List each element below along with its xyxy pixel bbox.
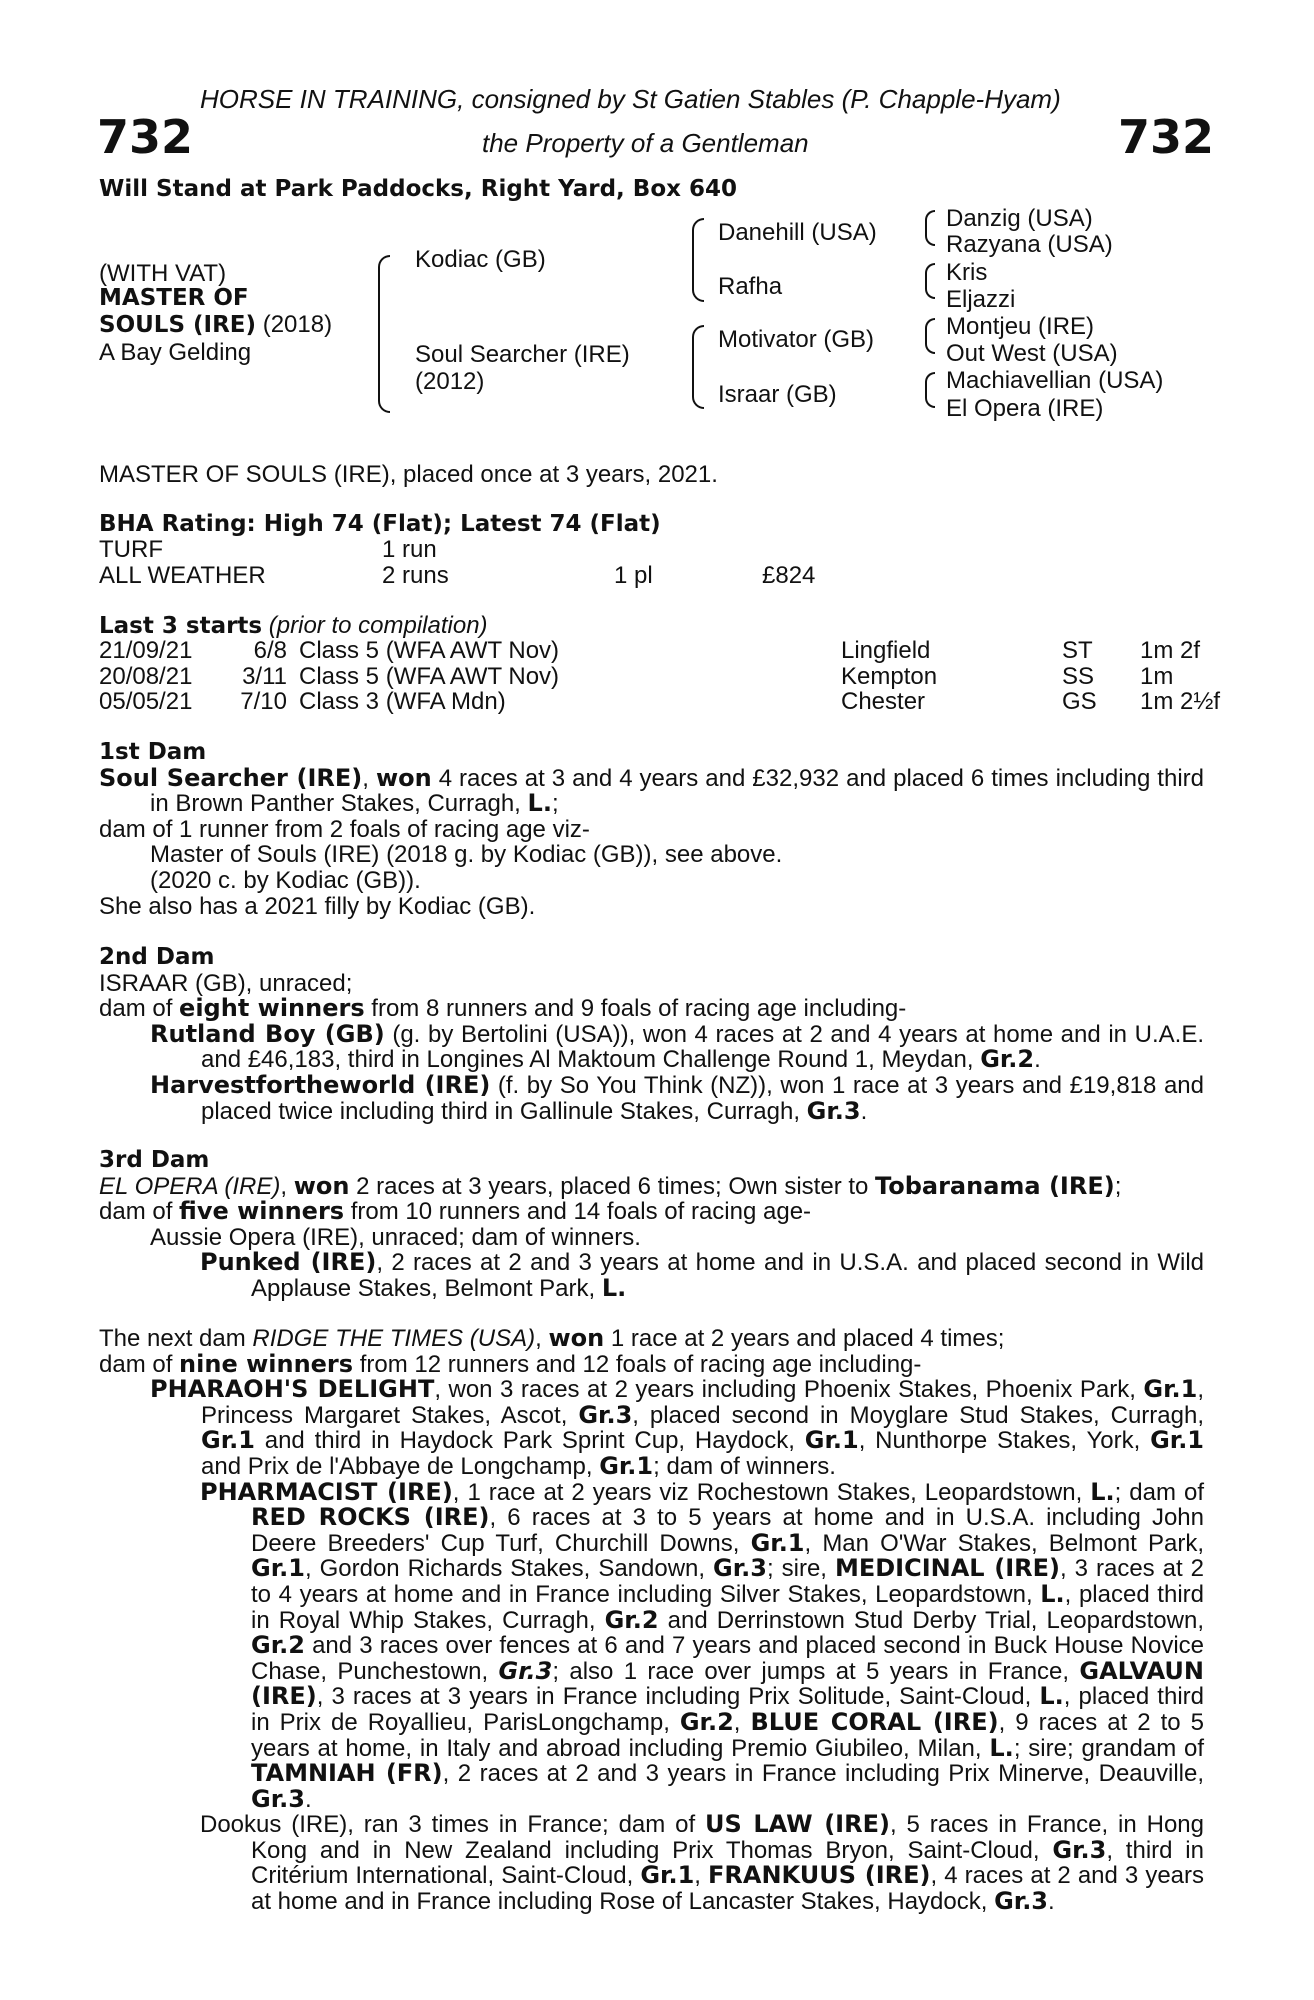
grade-label: Gr.3 [251,1784,305,1813]
pedigree-g2: Razyana (USA) [946,231,1113,258]
runner-name: Harvestfortheworld (IRE) [150,1070,491,1099]
pedigree-dam-sire: Motivator (GB) [718,326,875,353]
runner-text: (f. by So You Think (NZ)), won 1 race at 3 years and £19,818 and placed twice including third in Gallinule Stakes, Curragh, [201,1071,1204,1125]
text: The next dam [99,1325,253,1352]
start-date: 05/05/21 [99,688,193,716]
horse-year: (2018) [256,311,333,338]
first-dam-record: Soul Searcher (IRE), won 4 races at 3 and 4 years and £32,932 and placed 6 times including third in Brown Panther Stakes, Curragh, L.; [99,763,1204,818]
text: from 8 runners and 9 foals of racing age including- [364,995,907,1023]
text: dam of [99,1198,180,1226]
grade-label: Gr.1 [804,1426,859,1455]
text: , placed third in Prix de Royallieu, ParisLongchamp, [251,1683,1204,1736]
pedigree-sire: Kodiac (GB) [415,246,546,273]
listed-label: L. [1040,1579,1065,1608]
winners-count: five winners [179,1197,345,1226]
start-date: 21/09/21 [99,637,193,664]
next-dam-produce-intro [99,1349,1204,1378]
third-dam-produce-aussie: Aussie Opera (IRE), unraced; dam of winners. [150,1223,641,1251]
prize [762,537,815,563]
last-starts-title: Last 3 starts [99,613,263,639]
second-dam-heading: 2nd Dam [99,944,215,970]
grade-label: Gr.1 [640,1861,695,1890]
punct: ; [1114,1172,1122,1200]
grade-label: Gr.3 [498,1656,553,1685]
pedigree-brace-3b [925,263,935,299]
pedigree-g6: Out West (USA) [946,340,1118,367]
runs: 1 run [382,536,437,563]
pedigree-brace-3c [925,318,935,354]
pedigree-g4: Eljazzi [946,286,1016,313]
start-course: Kempton [841,662,938,690]
horse-description: A Bay Gelding [99,339,252,366]
won-label: won [548,1324,605,1352]
third-dam-produce-punked [99,1250,1204,1301]
first-dam-note: She also has a 2021 filly by Kodiac (GB). [99,892,536,920]
next-dam-section [99,1326,1204,1915]
text: ; sire, [766,1555,835,1583]
produce-pharmacist [99,1477,1205,1813]
horse-name-line2 [99,311,332,339]
text: 2 races at 3 years, placed 6 times; Own sister to [349,1172,876,1200]
first-dam-heading: 1st Dam [99,739,207,765]
text: , 2 races at 2 and 3 years in France including Prix Minerve, Deauville, [442,1760,1205,1788]
start-position: 6/8 [253,637,287,664]
runner-name: GALVAUN (IRE) [251,1656,1204,1711]
text: from 10 runners and 14 foals of racing age- [344,1198,812,1226]
stand-location: Will Stand at Park Paddocks, Right Yard, Box 640 [99,176,737,202]
start-going: SS [1062,662,1095,690]
start-distance: 1m 2f [1140,637,1201,664]
start-distance: 1m [1140,662,1174,690]
start-race: Class 5 (WFA AWT Nov) [299,662,560,690]
runner-name: BLUE CORAL (IRE) [750,1707,999,1736]
grade-label: Gr.1 [750,1528,805,1557]
rating-table [99,537,815,588]
text: , third in Critérium International, Saint-Cloud, [251,1836,1204,1890]
text: , Man O'War Stakes, Belmont Park, [804,1529,1204,1557]
second-dam-name: ISRAAR (GB), unraced; [99,969,353,997]
pedigree-dam-year: (2012) [415,368,485,395]
pedigree-dam: Soul Searcher (IRE) [415,341,630,368]
text: , 9 races at 2 to 5 years at home, in Italy and abroad including Premio Giubileo, Milan, [251,1708,1204,1762]
first-dam-name: Soul Searcher (IRE) [99,763,363,792]
pedigree-g3: Kris [946,259,988,286]
pedigree-g5: Montjeu (IRE) [946,313,1095,340]
runs: 2 runs [382,561,449,589]
runner-text: , 2 races at 2 and 3 years at home and in U.S.A. and placed second in Wild Applause Stakes, Belmont Park, [251,1249,1204,1302]
next-dam-name: RIDGE THE TIMES (USA) [252,1325,536,1352]
start-row [99,638,1220,664]
pedigree-g7: Machiavellian (USA) [946,367,1164,394]
grade-label: Gr.2 [679,1707,734,1736]
lot-number-right: 732 [1118,110,1215,164]
start-race: Class 3 (WFA Mdn) [299,688,506,716]
text: , Gordon Richards Stakes, Sandown, [304,1555,714,1583]
winners-count: nine winners [179,1349,354,1378]
runner-name: TAMNIAH (FR) [251,1759,443,1788]
text: , [694,1862,709,1890]
pedigree-g8: El Opera (IRE) [946,395,1104,422]
text: ; dam of [1114,1478,1204,1506]
prize: £824 [762,561,816,589]
start-going: GS [1062,688,1097,716]
listed-label: L. [1090,1477,1115,1506]
horse-name: SOULS (IRE) [99,312,257,338]
lot-number-left: 732 [97,110,194,164]
listed-label: L. [989,1733,1014,1762]
punct: ; [551,790,559,818]
runner-name: US LAW (IRE) [705,1810,890,1839]
grade-label: Gr.3 [994,1887,1049,1916]
first-dam-text: 4 races at 3 and 4 years and £32,932 and placed 6 times including third in Brown Panther Stakes, Curragh, [150,764,1204,818]
listed-label: L. [1039,1682,1064,1711]
winners-count: eight winners [179,994,365,1023]
pedigree-dam-dam: Israar (GB) [718,381,837,408]
punct: . [304,1785,312,1813]
placed: 1 pl [614,561,653,589]
last-starts-heading [99,612,488,640]
start-course: Lingfield [841,637,931,664]
start-date: 20/08/21 [99,662,193,690]
grade-label: Gr.1 [1150,1426,1205,1455]
next-dam-record [99,1326,1204,1352]
last-starts-table [99,638,1220,715]
third-dam-heading: 3rd Dam [99,1147,210,1173]
pedigree-g1: Danzig (USA) [946,205,1093,232]
text: , 1 race at 2 years viz Rochestown Stakes, Leopardstown, [452,1478,1091,1506]
text: ; dam of winners. [653,1452,836,1480]
second-dam-section [99,945,1204,1124]
second-dam-produce-rutland [99,1019,1205,1074]
text: and Derrinstown Stud Derby Trial, Leopardstown, [658,1606,1204,1634]
grade-label: Gr.2 [604,1605,659,1634]
runner-name: PHARMACIST (IRE) [200,1477,453,1506]
punct: , [280,1172,294,1200]
third-dam-name: EL OPERA (IRE) [99,1172,281,1200]
punct: , [535,1325,549,1352]
runner-text: (g. by Bertolini (USA)), won 4 races at 2 and 4 years at home and in U.A.E. and £46,183, third in Longines Al Maktoum Challenge Round 1, Meydan, [201,1020,1205,1074]
start-going: ST [1062,637,1093,664]
text: from 12 runners and 12 foals of racing age including- [353,1350,922,1378]
grade-label: Gr.1 [251,1554,305,1583]
consignment-line: HORSE IN TRAINING, consigned by St Gatien Stables (P. Chapple-Hyam) [200,84,1061,114]
text: Dookus (IRE), ran 3 times in France; dam of [200,1811,706,1839]
text: , 5 races in France, in Hong Kong and in New Zealand including Prix Thomas Bryon, Saint-Cloud, [251,1811,1204,1864]
second-dam-produce-intro [99,996,1204,1022]
third-dam-produce-intro [99,1199,1204,1225]
won-label: won [293,1171,350,1200]
runner-name: Punked (IRE) [200,1248,377,1277]
text: , Nunthorpe Stakes, York, [858,1427,1151,1455]
won-label: won [375,763,432,792]
property-line: the Property of a Gentleman [482,128,809,158]
pedigree-sire-dam: Rafha [718,273,783,300]
text: , 4 races at 2 and 3 years at home and in France including Rose of Lancaster Stakes, Haydock, [251,1862,1205,1916]
start-position: 7/10 [240,688,287,716]
third-dam-record [99,1171,1204,1200]
grade-label: Gr.3 [1052,1835,1107,1864]
start-distance: 1m 2½f [1140,688,1221,716]
text: , placed third in Royal Whip Stakes, Curragh, [251,1580,1204,1634]
last-starts-note: (prior to compilation) [262,612,488,639]
text: 1 race at 2 years and placed 4 times; [604,1325,1005,1352]
text: and third in Haydock Park Sprint Cup, Haydock, [254,1427,805,1455]
grade-label: Gr.2 [980,1045,1035,1074]
grade-label: Gr.2 [251,1631,305,1660]
second-dam-produce-harvest [99,1070,1204,1125]
produce-dookus [99,1812,1204,1914]
grade-label: Gr.3 [578,1400,633,1429]
sister-name: Tobaranama (IRE) [875,1171,1115,1200]
text: and Prix de l'Abbaye de Longchamp, [201,1452,600,1480]
runner-name: RED ROCKS (IRE) [251,1503,490,1532]
horse-name-line1: MASTER OF [99,285,249,311]
first-dam-produce-2: (2020 c. by Kodiac (GB)). [150,866,421,894]
start-row [99,664,1220,690]
text: , 6 races at 3 to 5 years at home and in U.S.A. including John Deere Breeders' Cup Turf, Churchill Downs, [251,1504,1204,1557]
text: , won 3 races at 2 years including Phoenix Stakes, Phoenix Park, [434,1376,1144,1404]
start-race: Class 5 (WFA AWT Nov) [299,637,560,664]
runner-name: Rutland Boy (GB) [150,1019,385,1048]
text: dam of [99,995,180,1023]
listed-label: L. [527,789,552,818]
third-dam-section [99,1148,1204,1302]
text: , 3 races at 2 to 4 years at home and in France including Silver Stakes, Leopardstown, [251,1555,1204,1608]
grade-label: Gr.1 [1143,1375,1198,1404]
surface: TURF [99,536,163,563]
vat-note: (WITH VAT) [99,260,227,287]
rating-row-turf [99,537,815,563]
start-course: Chester [841,688,926,716]
punct: . [860,1097,868,1125]
start-row [99,689,1220,715]
pedigree-brace-3d [925,372,935,408]
text: , 3 races at 3 years in France including Prix Solitude, Saint-Cloud, [316,1683,1040,1711]
horse-summary: MASTER OF SOULS (IRE), placed once at 3 years, 2021. [99,461,718,488]
grade-label: Gr.3 [713,1554,767,1583]
first-dam-section [99,740,1204,919]
text: , [733,1708,751,1736]
text: , Princess Margaret Stakes, Ascot, [201,1376,1204,1429]
punct: . [1048,1888,1055,1916]
text: , placed second in Moyglare Stud Stakes, Curragh, [632,1401,1204,1429]
rating-row-aw [99,563,815,589]
grade-label: Gr.1 [599,1451,654,1480]
pedigree-sire-sire: Danehill (USA) [718,219,877,246]
surface: ALL WEATHER [99,561,266,589]
runner-name: PHARAOH'S DELIGHT [150,1375,435,1404]
placed [614,537,762,563]
runner-name: MEDICINAL (IRE) [834,1554,1060,1583]
pedigree-brace-3a [925,210,935,246]
start-position: 3/11 [242,662,287,690]
text: ; sire; grandam of [1013,1734,1205,1762]
produce-pharaohs-delight [99,1377,1204,1479]
text: dam of [99,1350,180,1378]
pedigree-brace-2b [692,325,704,409]
bha-rating: BHA Rating: High 74 (Flat); Latest 74 (Flat) [99,511,661,537]
listed-label: L. [601,1273,627,1302]
pedigree-brace-1 [378,255,390,413]
text: ; also 1 race over jumps at 5 years in France, [552,1657,1080,1685]
text: and 3 races over fences at 6 and 7 years and placed second in Buck House Novice Chase, Punchestown, [251,1632,1204,1685]
runner-name: FRANKUUS (IRE) [708,1861,931,1890]
grade-label: Gr.1 [201,1426,255,1455]
first-dam-produce-intro: dam of 1 runner from 2 foals of racing age viz- [99,815,590,843]
first-dam-produce-1: Master of Souls (IRE) (2018 g. by Kodiac (GB)), see above. [150,841,783,869]
grade-label: Gr.3 [806,1096,861,1125]
punct: . [1034,1046,1041,1074]
pedigree-brace-2a [692,218,704,302]
